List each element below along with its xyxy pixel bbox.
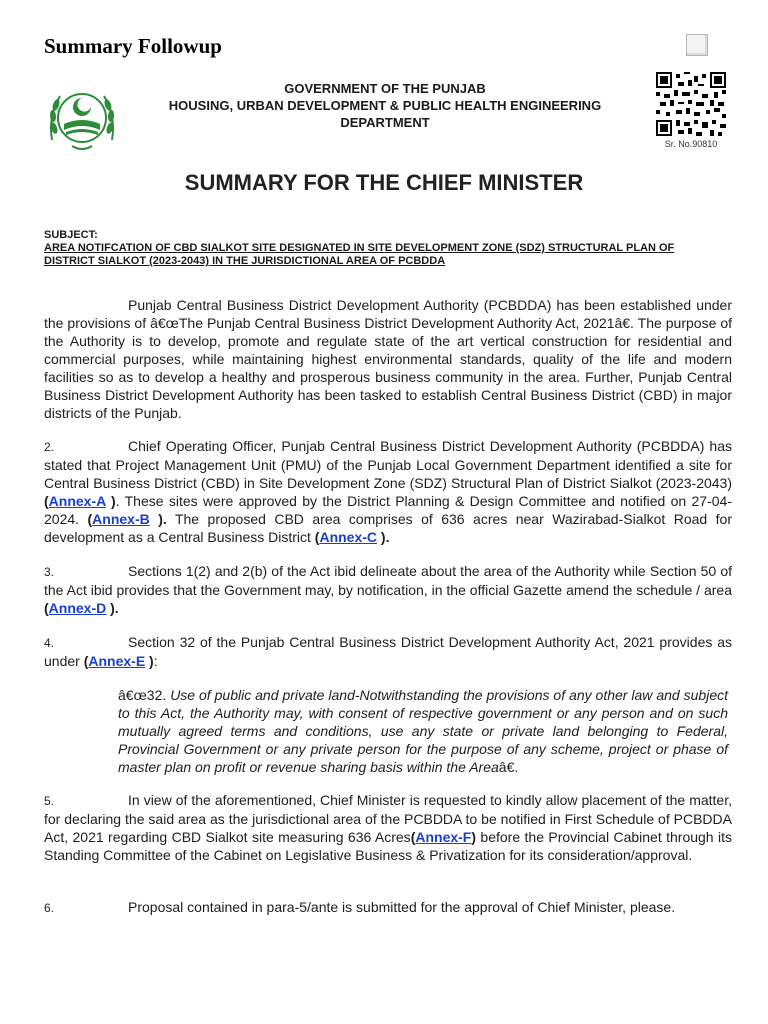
paragraph-3-number: 3. xyxy=(44,565,55,579)
paragraph-2: 2. Chief Operating Officer, Punjab Central Business District Development Authority (PCBDDA) has stated that Project Management Unit (PMU) of the Punjab Local Government Department identified a site for Central Business District (CBD) in Site Development Zone (SDZ) Structural Plan of District Sialkot (2023-2043) (Annex-A ). These sites were approved by the District Planning & Design Committee and notified on 27-04-2024. (Annex-B ). The proposed CBD area comprises of 636 acres near Wazirabad-Sialkot Road for development as a Central Business District (Annex-C ). xyxy=(44,438,732,545)
paragraph-5-text-2: before the Provincial Cabinet through its Standing Committee of the Cabinet on Legislative Business & Privatization for its consideration/approval. xyxy=(44,829,732,863)
paragraph-6-number: 6. xyxy=(44,901,55,915)
paragraph-3-text: Sections 1(2) and 2(b) of the Act ibid delineate about the area of the Authority while Section 50 of the Act ibid provides that the Government may, by notification, in the official Gazette amend the schedule / area xyxy=(44,563,732,598)
act-quotation xyxy=(118,686,728,776)
paragraph-2-text-2: . These sites were approved by the District Planning & Design Committee and notified on 27-04-2024. xyxy=(44,493,732,527)
paragraph-6-text: Proposal contained in para-5/ante is submitted for the approval of Chief Minister, please. xyxy=(128,899,676,915)
followup-checkbox[interactable] xyxy=(686,34,708,56)
letterhead-line-3: DEPARTMENT xyxy=(340,115,430,130)
punjab-government-logo xyxy=(44,80,120,156)
qr-code-icon xyxy=(656,72,726,136)
annex-b-link[interactable]: Annex-B xyxy=(92,511,150,527)
letterhead-line-2: HOUSING, URBAN DEVELOPMENT & PUBLIC HEALTH ENGINEERING xyxy=(168,98,602,113)
subject-label: SUBJECT: xyxy=(44,229,98,241)
quote-suffix: â€. xyxy=(498,759,519,775)
annex-d-link[interactable]: Annex-D xyxy=(48,600,107,616)
paragraph-5: 5. In view of the aforementioned, Chief Minister is requested to kindly allow placement of the matter, for declaring the said area as the jurisdictional area of the PCBDDA to be notified in First Schedule of PCBDDA Act, 2021 regarding CBD Sialkot site measuring 636 Acres(Annex-F) before the Provincial Cabinet through its Standing Committee of the Cabinet on Legislative Business & Privatization for its consideration/approval. xyxy=(44,792,732,863)
paragraph-6 xyxy=(44,898,732,917)
paragraph-1-text: Punjab Central Business District Development Authority (PCBDDA) has been established under the provisions of â€œThe Punjab Central Business District Development Authority Act, 2021â€. The purpose of the Authority is to develop, promote and regulate state of the art vertical construction for residential and commercial purposes, while maintaining highest environmental standards, quality of the life and modern facilities so as to develop a healthy and prosperous business community in the area. Further, Punjab Central Business District Development Authority has been tasked to establish Central Business District (CBD) in major districts of the Punjab. xyxy=(44,297,732,421)
paragraph-4: 4. Section 32 of the Punjab Central Business District Development Authority Act, 2021 provides as under (Annex-E ): xyxy=(44,634,732,669)
page-header-title: Summary Followup xyxy=(44,34,222,58)
paragraph-4-text: Section 32 of the Punjab Central Business District Development Authority Act, 2021 provides as under xyxy=(44,634,732,669)
paragraph-5-text-1: In view of the aforementioned, Chief Minister is requested to kindly allow placement of the matter, for declaring the said area as the jurisdictional area of the PCBDDA to be notified in First Schedule of PCBDDA Act, 2021 regarding CBD Sialkot site measuring 636 Acres xyxy=(44,792,732,845)
paragraph-1 xyxy=(44,296,732,422)
paragraph-4-number: 4. xyxy=(44,636,55,650)
serial-number: Sr. No.90810 xyxy=(664,139,718,149)
letterhead-line-1: GOVERNMENT OF THE PUNJAB xyxy=(284,81,486,96)
annex-c-link[interactable]: Annex-C xyxy=(319,529,378,545)
annex-f-link[interactable]: Annex-F xyxy=(415,829,472,845)
annex-e-link[interactable]: Annex-E xyxy=(88,653,146,669)
paragraph-2-text-1: Chief Operating Officer, Punjab Central Business District Development Authority (PCBDDA) has stated that Project Management Unit (PMU) of the Punjab Local Government Department identified a site for Central Business District (CBD) in Site Development Zone (SDZ) Structural Plan of District Sialkot (2023-2043) xyxy=(44,438,732,491)
document-title: SUMMARY FOR THE CHIEF MINISTER xyxy=(184,170,584,195)
annex-a-link[interactable]: Annex-A xyxy=(48,493,106,509)
paragraph-2-number: 2. xyxy=(44,440,55,454)
quote-text: Use of public and private land-Notwithstanding the provisions of any other law and subject to this Act, the Authority may, with consent of respective government or any person and on such mutually agreed terms and conditions, use any state or private land belonging to Federal, Provincial Government or any private person for the purpose of any scheme, project or phase of master plan on profit or revenue sharing basis within the Area xyxy=(118,687,728,775)
subject-text: AREA NOTIFCATION OF CBD SIALKOT SITE DESIGNATED IN SITE DEVELOPMENT ZONE (SDZ) STRUCTURAL PLAN OF DISTRICT SIALKOT (2023-2043) IN THE JURISDICTIONAL AREA OF PCBDDA xyxy=(44,242,675,267)
paragraph-2-text-3: The proposed CBD area comprises of 636 acres near Wazirabad-Sialkot Road for development as a Central Business District xyxy=(44,511,732,545)
paragraph-5-number: 5. xyxy=(44,794,55,808)
paragraph-3: 3. Sections 1(2) and 2(b) of the Act ibid delineate about the area of the Authority while Section 50 of the Act ibid provides that the Government may, by notification, in the official Gazette amend the schedule / area (Annex-D ). xyxy=(44,563,732,616)
quote-prefix: â€œ32. xyxy=(118,687,171,703)
